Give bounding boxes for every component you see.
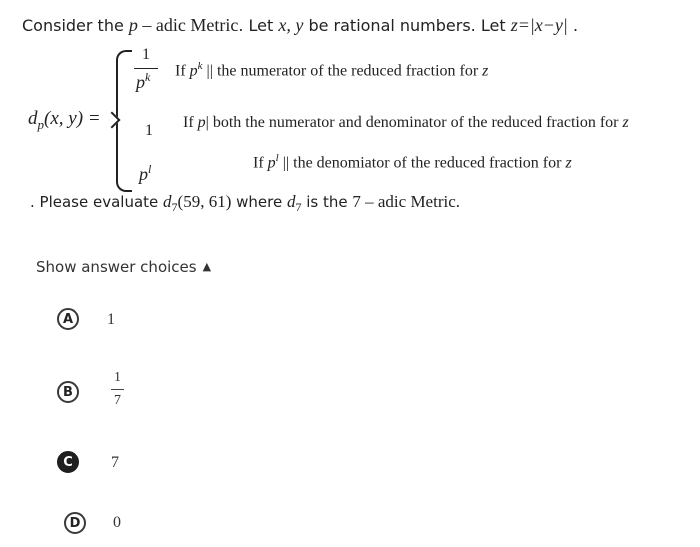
- case3-condition: If $p^l$ || the denomiator of the reduced fraction for z: [253, 152, 572, 172]
- case2-condition: If p| both the numerator and denominator of the reduced fraction for z: [183, 114, 629, 131]
- toggle-label[interactable]: Show answer choices: [36, 258, 197, 276]
- case3-value: $p^l$: [139, 162, 152, 184]
- intro-mid: . Let: [238, 16, 279, 35]
- intro-xy: x, y: [278, 15, 304, 35]
- lhs-args: (x, y) =: [44, 108, 101, 129]
- intro-z: z=|x−y|: [510, 15, 568, 35]
- case1-den-exp: k: [145, 70, 151, 84]
- chevron-up-icon[interactable]: ▲: [202, 260, 212, 273]
- piecewise-brace: [116, 50, 132, 192]
- option-a-value: 1: [107, 311, 115, 328]
- lhs-d: d: [28, 108, 38, 129]
- question-prompt: . Please evaluate $d_7(59$, 61) where $d_7$ is the 7 – adic Metric.: [30, 192, 461, 214]
- case1-denominator: $p^k$: [136, 70, 151, 92]
- question-intro: [22, 15, 578, 36]
- intro-end: .: [567, 16, 579, 35]
- option-d-badge[interactable]: D: [64, 512, 86, 534]
- option-b-numerator: 1: [114, 370, 121, 385]
- case1-condition: If $p^k$ || the numerator of the reduced fraction for z: [175, 60, 489, 80]
- intro-adic: – adic Metric: [137, 15, 239, 35]
- option-b-badge[interactable]: B: [57, 381, 79, 403]
- intro-p: p: [128, 15, 138, 35]
- intro-prefix: Consider the: [22, 16, 129, 35]
- show-answer-choices-toggle[interactable]: [36, 258, 211, 276]
- option-c-badge[interactable]: C: [57, 451, 79, 473]
- case3-exp: l: [148, 162, 152, 176]
- intro-rational: be rational numbers. Let: [303, 16, 511, 35]
- case1-numerator: 1: [142, 46, 150, 63]
- option-b-fraction-bar: [111, 389, 124, 390]
- case2-value: 1: [145, 122, 153, 139]
- option-d-value: 0: [113, 514, 121, 531]
- lhs-p: p: [37, 116, 44, 132]
- option-a-badge[interactable]: A: [57, 308, 79, 330]
- option-c-value: 7: [111, 454, 119, 471]
- option-b-denominator: 7: [114, 393, 121, 408]
- case1-fraction-bar: [134, 68, 158, 69]
- metric-lhs: [28, 108, 101, 133]
